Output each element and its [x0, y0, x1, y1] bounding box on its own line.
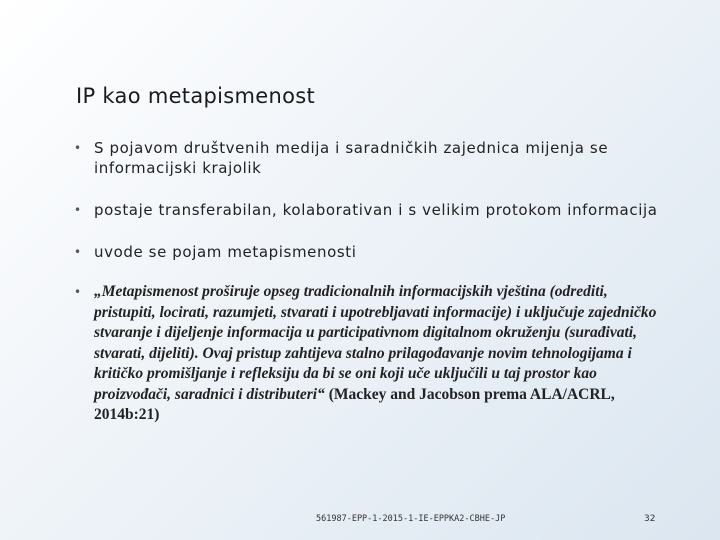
page-number: 32 [644, 514, 656, 524]
quote-source: (Mackey and Jacobson prema ALA/ACRL, 2014b:21) [94, 385, 615, 423]
bullet-glyph: • [74, 141, 82, 155]
quote-text: „Metapismenost proširuje opseg tradicionalnih informacijskih vještina (odrediti, pristupiti, locirati, razumjeti, stvarati i upotrebljavati informacije) i uključuje zajedničko stvaranje i dijeljenje informacija u participativnom digitalnom okruženju (surađivati, stvarati, dijeliti). Ovaj pristup zahtijeva stalno prilagođavanje novim tehnologijama i kritičko promišljanje i refleksiju da bi se oni koji uče uključili u taj prostor kao proizvođači, saradnici i distributeri“ [94, 283, 657, 403]
bullet-text: uvode se pojam metapismenosti [94, 243, 357, 261]
slide-title: IP kao metapismenost [76, 84, 316, 108]
bullet-item [72, 138, 672, 178]
bullet-glyph: • [74, 285, 82, 299]
bullet-text: S pojavom društvenih medija i saradničkih zajednica mijenja se informacijski krajolik [94, 139, 609, 177]
bullet-item [72, 200, 672, 220]
project-code: 561987-EPP-1-2015-1-IE-EPPKA2-CBHE-JP [316, 514, 506, 524]
bullet-glyph: • [74, 203, 82, 217]
bullet-list [72, 138, 672, 426]
bullet-glyph: • [74, 245, 82, 259]
bullet-item [72, 242, 672, 262]
bullet-text: postaje transferabilan, kolaborativan i s velikim protokom informacija [94, 201, 658, 219]
quote-bullet [72, 282, 672, 426]
